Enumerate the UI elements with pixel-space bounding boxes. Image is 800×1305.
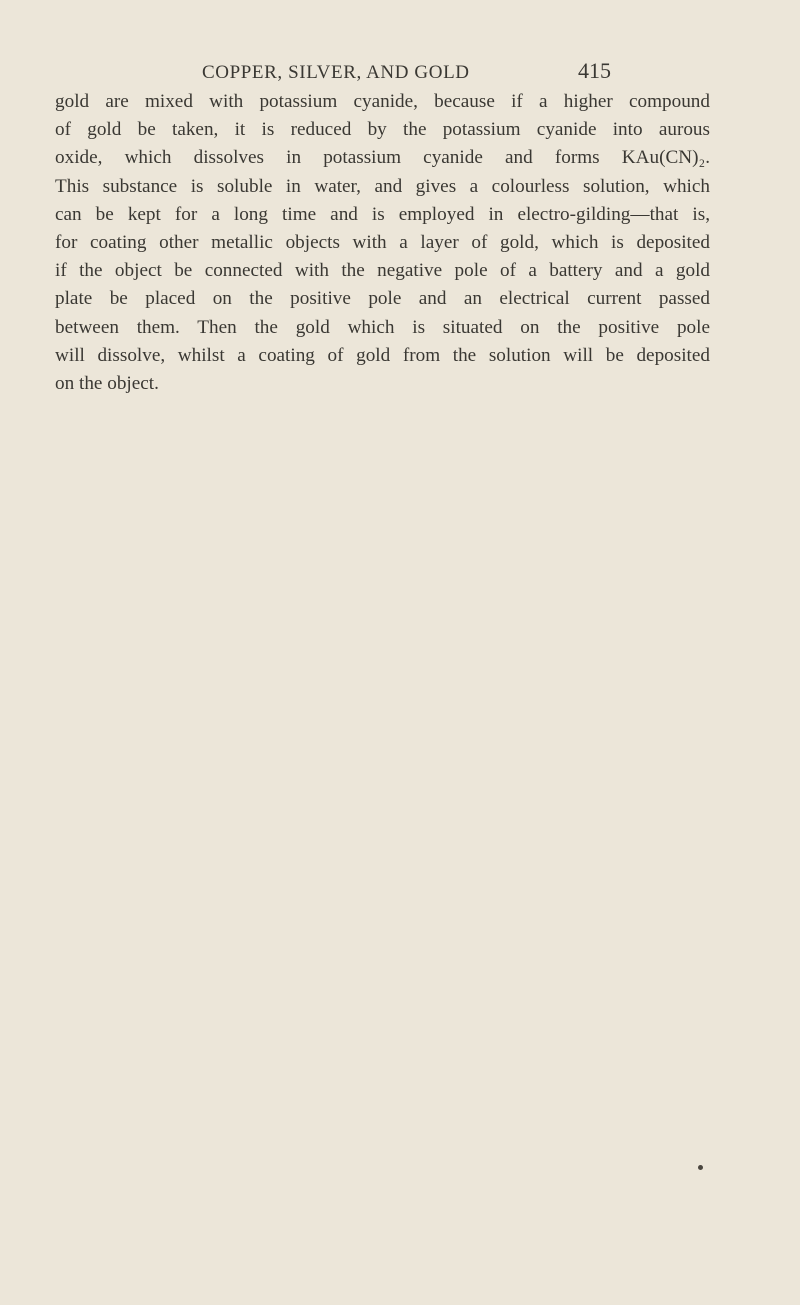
text-line: plate be placed on the positive pole and an electrical current passed <box>55 288 710 310</box>
text-line: for coating other metallic objects with a layer of gold, which is deposited <box>55 232 710 254</box>
running-head: COPPER, SILVER, AND GOLD <box>202 62 470 83</box>
text-line: This substance is soluble in water, and gives a colourless solution, which <box>55 175 710 197</box>
text-line: between them. Then the gold which is situated on the positive pole <box>55 316 710 338</box>
body-paragraph <box>55 88 710 398</box>
text-line: on the object. <box>55 373 159 395</box>
text-line: if the object be connected with the negative pole of a battery and a gold <box>55 260 710 282</box>
page-number: 415 <box>578 58 611 83</box>
text-line: of gold be taken, it is reduced by the potassium cyanide into aurous <box>55 119 710 141</box>
text-line: gold are mixed with potassium cyanide, because if a higher compound <box>55 91 710 112</box>
ink-speck <box>698 1165 703 1170</box>
text-line: oxide, which dissolves in potassium cyanide and forms KAu(CN)₂. <box>55 147 710 169</box>
text-line: will dissolve, whilst a coating of gold from the solution will be deposited <box>55 344 710 366</box>
text-line: can be kept for a long time and is employed in electro-gilding—that is, <box>55 203 710 225</box>
